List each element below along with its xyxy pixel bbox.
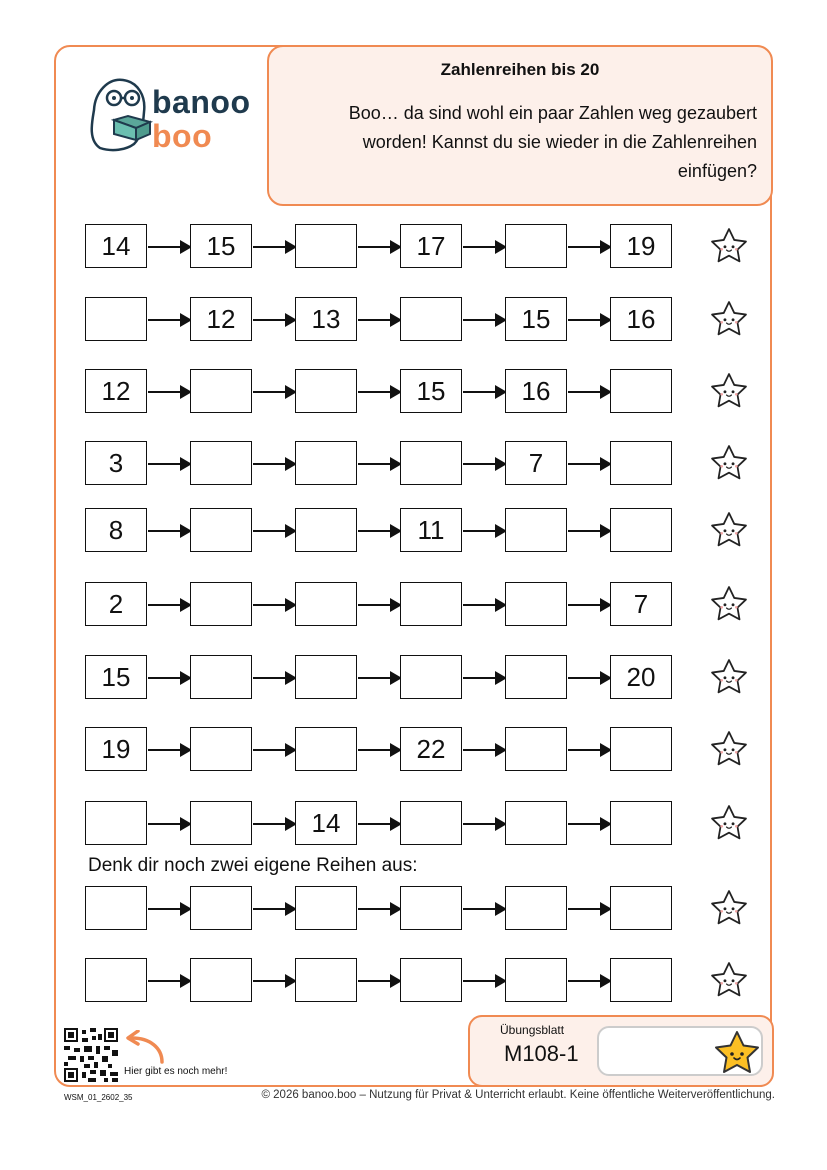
number-box[interactable] [610, 886, 672, 930]
star-outline-icon[interactable] [708, 370, 750, 412]
arrow-right-icon [148, 319, 190, 321]
arrow-right-icon [358, 823, 400, 825]
arrow-right-icon [463, 908, 505, 910]
number-box[interactable]: 7 [610, 582, 672, 626]
number-box[interactable] [400, 582, 462, 626]
number-box[interactable] [505, 508, 567, 552]
number-row [85, 369, 765, 415]
arrow-right-icon [148, 246, 190, 248]
number-row [85, 224, 765, 270]
arrow-right-icon [358, 319, 400, 321]
number-row [85, 508, 765, 554]
number-box[interactable] [190, 958, 252, 1002]
number-box[interactable]: 22 [400, 727, 462, 771]
arrow-right-icon [148, 463, 190, 465]
number-box[interactable]: 20 [610, 655, 672, 699]
number-row [85, 441, 765, 487]
header-panel [267, 45, 773, 206]
arrow-right-icon [358, 749, 400, 751]
number-box[interactable]: 19 [610, 224, 672, 268]
arrow-right-icon [253, 749, 295, 751]
number-box[interactable]: 11 [400, 508, 462, 552]
brand-name-top: banoo [152, 84, 251, 120]
brand-name-bottom: boo [152, 118, 213, 154]
sheet-label: Übungsblatt [500, 1023, 565, 1037]
number-box[interactable]: 8 [85, 508, 147, 552]
number-box[interactable] [505, 224, 567, 268]
footer-id: WSM_01_2602_35 [64, 1093, 133, 1102]
arrow-right-icon [568, 530, 610, 532]
arrow-right-icon [253, 391, 295, 393]
arrow-right-icon [568, 749, 610, 751]
number-box[interactable] [190, 508, 252, 552]
number-box[interactable] [505, 727, 567, 771]
number-box[interactable] [295, 224, 357, 268]
number-box[interactable] [295, 655, 357, 699]
arrow-right-icon [358, 463, 400, 465]
number-row [85, 727, 765, 773]
arrow-right-icon [568, 823, 610, 825]
arrow-right-icon [148, 677, 190, 679]
arrow-right-icon [253, 980, 295, 982]
arrow-right-icon [463, 319, 505, 321]
number-box[interactable] [610, 441, 672, 485]
arrow-right-icon [148, 823, 190, 825]
number-box[interactable] [295, 508, 357, 552]
arrow-right-icon [358, 530, 400, 532]
arrow-right-icon [463, 823, 505, 825]
arrow-right-icon [358, 677, 400, 679]
number-box[interactable]: 15 [505, 297, 567, 341]
worksheet-title: Zahlenreihen bis 20 [440, 60, 600, 79]
number-box[interactable] [85, 886, 147, 930]
number-box[interactable] [505, 958, 567, 1002]
star-outline-icon[interactable] [708, 959, 750, 1001]
own-rows-label: Denk dir noch zwei eigene Reihen aus: [88, 855, 418, 876]
number-box[interactable]: 7 [505, 441, 567, 485]
number-box[interactable] [400, 441, 462, 485]
star-outline-icon[interactable] [708, 887, 750, 929]
arrow-right-icon [358, 604, 400, 606]
star-outline-icon[interactable] [708, 298, 750, 340]
arrow-right-icon [463, 246, 505, 248]
arrow-right-icon [463, 677, 505, 679]
number-box[interactable] [610, 958, 672, 1002]
number-box[interactable] [400, 655, 462, 699]
arrow-right-icon [568, 677, 610, 679]
arrow-right-icon [253, 604, 295, 606]
number-box[interactable] [190, 886, 252, 930]
arrow-right-icon [568, 319, 610, 321]
number-box[interactable]: 3 [85, 441, 147, 485]
number-box[interactable] [505, 886, 567, 930]
number-box[interactable] [190, 727, 252, 771]
arrow-right-icon [253, 908, 295, 910]
arrow-right-icon [253, 319, 295, 321]
number-box[interactable]: 12 [190, 297, 252, 341]
star-outline-icon[interactable] [708, 225, 750, 267]
number-row [85, 297, 765, 343]
number-box[interactable] [505, 582, 567, 626]
arrow-right-icon [253, 246, 295, 248]
arrow-right-icon [568, 391, 610, 393]
number-box[interactable] [85, 801, 147, 845]
number-row [85, 958, 765, 1004]
number-box[interactable]: 16 [610, 297, 672, 341]
arrow-right-icon [253, 823, 295, 825]
arrow-right-icon [148, 391, 190, 393]
number-box[interactable] [85, 297, 147, 341]
number-box[interactable] [400, 801, 462, 845]
number-box[interactable] [85, 958, 147, 1002]
arrow-right-icon [463, 391, 505, 393]
star-outline-icon[interactable] [708, 442, 750, 484]
arrow-right-icon [463, 980, 505, 982]
number-box[interactable]: 13 [295, 297, 357, 341]
number-box[interactable]: 12 [85, 369, 147, 413]
number-box[interactable] [295, 727, 357, 771]
number-box[interactable] [295, 582, 357, 626]
number-box[interactable] [190, 369, 252, 413]
arrow-right-icon [253, 530, 295, 532]
qr-code-icon[interactable] [64, 1028, 118, 1082]
number-row [85, 582, 765, 628]
arrow-right-icon [568, 246, 610, 248]
number-box[interactable] [295, 369, 357, 413]
arrow-right-icon [148, 604, 190, 606]
number-box[interactable] [400, 886, 462, 930]
arrow-right-icon [463, 749, 505, 751]
number-box[interactable] [505, 801, 567, 845]
star-outline-icon[interactable] [708, 583, 750, 625]
number-box[interactable]: 16 [505, 369, 567, 413]
number-box[interactable] [295, 958, 357, 1002]
arrow-right-icon [463, 530, 505, 532]
number-box[interactable] [295, 441, 357, 485]
number-box[interactable] [295, 886, 357, 930]
number-box[interactable] [610, 727, 672, 771]
number-box[interactable]: 17 [400, 224, 462, 268]
star-outline-icon[interactable] [708, 802, 750, 844]
star-outline-icon[interactable] [708, 728, 750, 770]
star-outline-icon[interactable] [708, 656, 750, 698]
footer-copyright: © 2026 banoo.boo – Nutzung für Privat & Unterricht erlaubt. Keine öffentliche Weiterveröffentlichung. [261, 1089, 775, 1101]
number-box[interactable]: 15 [400, 369, 462, 413]
number-box[interactable]: 14 [85, 224, 147, 268]
number-box[interactable]: 14 [295, 801, 357, 845]
arrow-right-icon [568, 463, 610, 465]
curved-arrow-icon [122, 1030, 172, 1066]
arrow-right-icon [253, 463, 295, 465]
number-box[interactable]: 19 [85, 727, 147, 771]
arrow-right-icon [148, 908, 190, 910]
number-row [85, 801, 765, 847]
number-box[interactable] [190, 582, 252, 626]
number-box[interactable]: 15 [85, 655, 147, 699]
arrow-right-icon [148, 749, 190, 751]
arrow-right-icon [358, 980, 400, 982]
arrow-right-icon [568, 604, 610, 606]
number-row [85, 655, 765, 701]
number-box[interactable] [400, 297, 462, 341]
arrow-right-icon [463, 604, 505, 606]
arrow-right-icon [148, 980, 190, 982]
number-box[interactable] [400, 958, 462, 1002]
arrow-right-icon [568, 980, 610, 982]
number-row [85, 886, 765, 932]
arrow-right-icon [253, 677, 295, 679]
arrow-right-icon [358, 246, 400, 248]
number-box[interactable] [610, 801, 672, 845]
qr-caption: Hier gibt es noch mehr! [124, 1066, 228, 1077]
number-box[interactable] [190, 801, 252, 845]
star-filled-icon [711, 1029, 763, 1077]
number-box[interactable] [505, 655, 567, 699]
arrow-right-icon [463, 463, 505, 465]
number-box[interactable] [190, 655, 252, 699]
sheet-id-panel [468, 1015, 774, 1087]
arrow-right-icon [358, 391, 400, 393]
star-outline-icon[interactable] [708, 509, 750, 551]
number-box[interactable]: 15 [190, 224, 252, 268]
sheet-code: M108-1 [504, 1041, 579, 1066]
number-box[interactable] [610, 508, 672, 552]
number-box[interactable] [190, 441, 252, 485]
arrow-right-icon [358, 908, 400, 910]
number-box[interactable]: 2 [85, 582, 147, 626]
arrow-right-icon [568, 908, 610, 910]
number-box[interactable] [610, 369, 672, 413]
worksheet-instructions: Boo… da sind wohl ein paar Zahlen weg gezaubert worden! Kannst du sie wieder in die Zahlenreihen einfügen? [348, 103, 757, 181]
arrow-right-icon [148, 530, 190, 532]
